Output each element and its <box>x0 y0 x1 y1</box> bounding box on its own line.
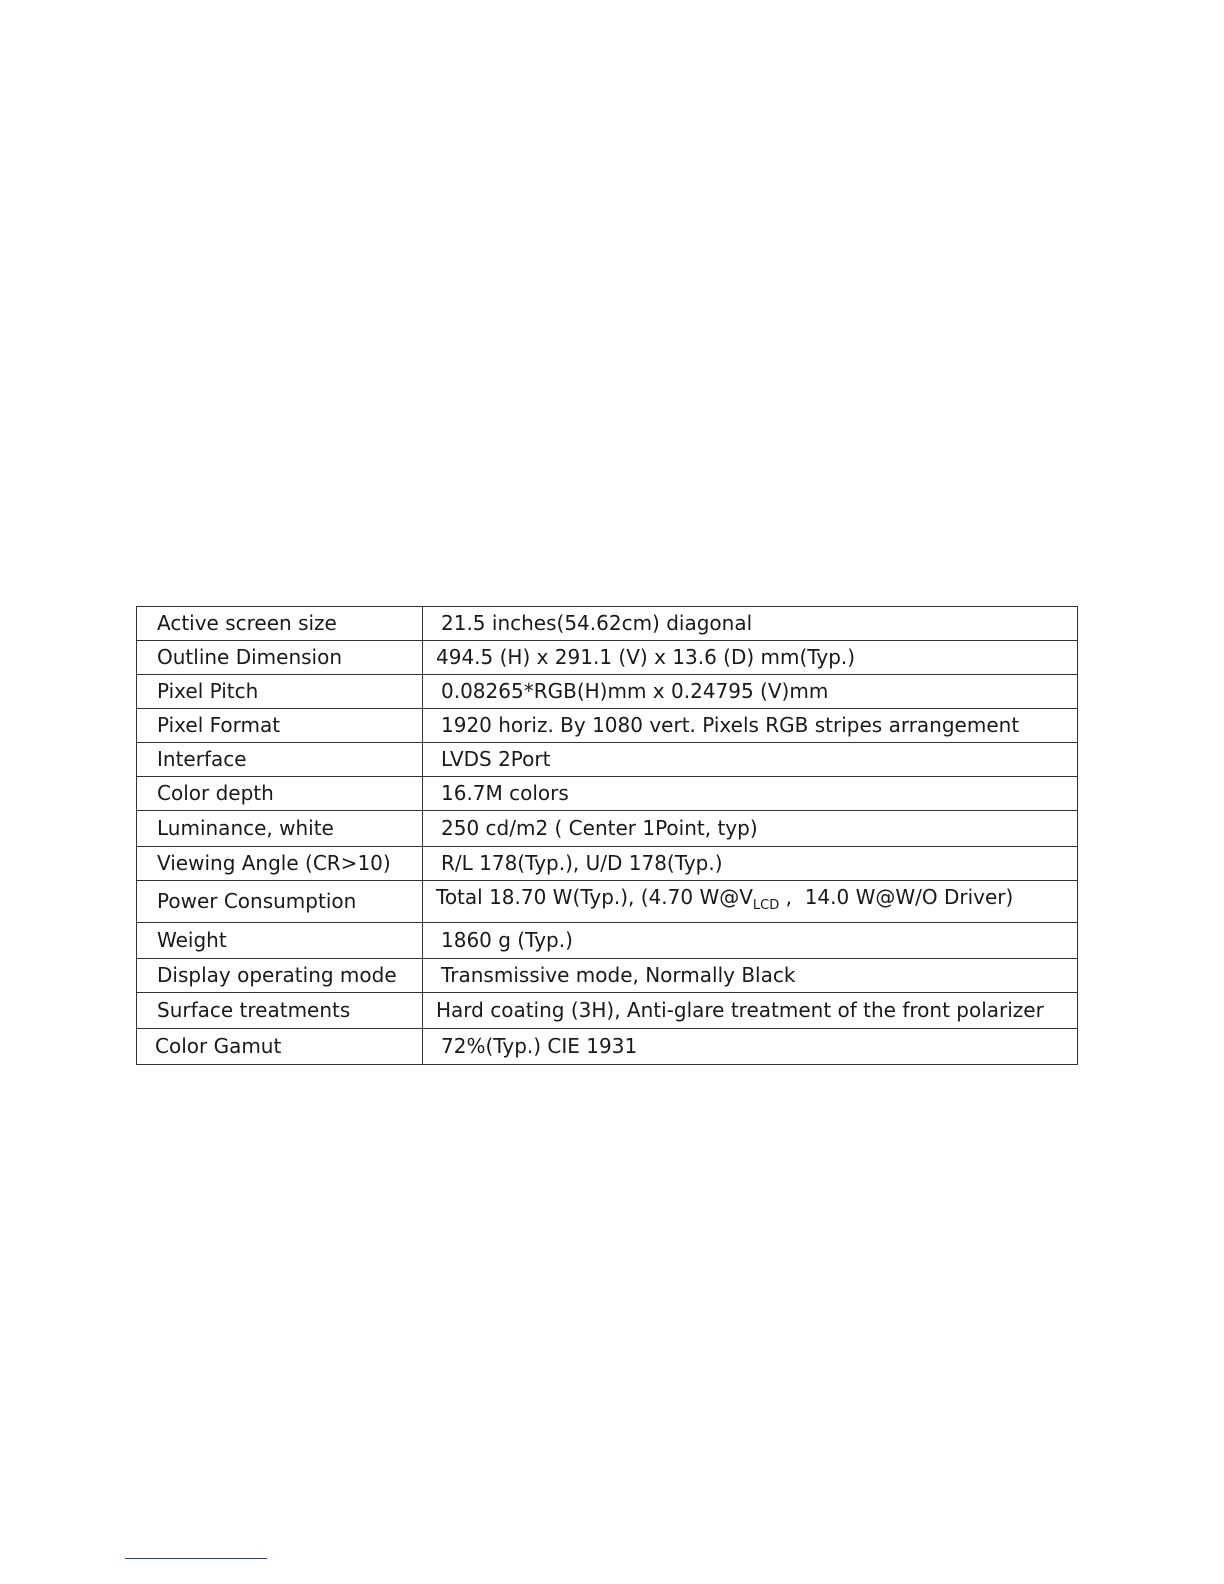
table-row <box>137 847 1078 881</box>
table-row <box>137 923 1078 959</box>
table-row <box>137 811 1078 847</box>
table-row <box>137 641 1078 675</box>
spec-value: 0.08265*RGB(H)mm x 0.24795 (V)mm <box>423 675 1078 709</box>
table-row <box>137 777 1078 811</box>
spec-label: Outline Dimension <box>137 641 423 675</box>
table-row <box>137 993 1078 1029</box>
spec-value: 16.7M colors <box>423 777 1078 811</box>
table-row <box>137 607 1078 641</box>
spec-label: Pixel Pitch <box>137 675 423 709</box>
spec-value <box>423 881 1078 923</box>
spec-value: 72%(Typ.) CIE 1931 <box>423 1029 1078 1065</box>
spec-value: Transmissive mode, Normally Black <box>423 959 1078 993</box>
spec-label: Weight <box>137 923 423 959</box>
power-value-main: Total 18.70 W(Typ.), (4.70 W@V <box>436 885 753 909</box>
spec-label: Interface <box>137 743 423 777</box>
power-value-subscript: LCD <box>752 898 780 913</box>
spec-label: Surface treatments <box>137 993 423 1029</box>
spec-label: Viewing Angle (CR>10) <box>137 847 423 881</box>
spec-value: 250 cd/m2 ( Center 1Point, typ) <box>423 811 1078 847</box>
spec-value: Hard coating (3H), Anti-glare treatment of the front polarizer <box>423 993 1078 1029</box>
spec-value: 1860 g (Typ.) <box>423 923 1078 959</box>
spec-value: 21.5 inches(54.62cm) diagonal <box>423 607 1078 641</box>
power-value-tail: , 14.0 W@W/O Driver) <box>779 885 1014 909</box>
spec-label: Color depth <box>137 777 423 811</box>
spec-label: Pixel Format <box>137 709 423 743</box>
spec-label: Power Consumption <box>137 881 423 923</box>
spec-label: Luminance, white <box>137 811 423 847</box>
footnote-separator <box>125 1558 267 1559</box>
table-row <box>137 881 1078 923</box>
table-row <box>137 675 1078 709</box>
spec-label: Active screen size <box>137 607 423 641</box>
table-row <box>137 959 1078 993</box>
spec-value: 494.5 (H) x 291.1 (V) x 13.6 (D) mm(Typ.) <box>423 641 1078 675</box>
spec-value: R/L 178(Typ.), U/D 178(Typ.) <box>423 847 1078 881</box>
spec-value: LVDS 2Port <box>423 743 1078 777</box>
table-row <box>137 1029 1078 1065</box>
spec-label: Color Gamut <box>137 1029 423 1065</box>
table-row <box>137 709 1078 743</box>
spec-table <box>136 606 1078 1065</box>
table-row <box>137 743 1078 777</box>
spec-label: Display operating mode <box>137 959 423 993</box>
spec-value: 1920 horiz. By 1080 vert. Pixels RGB stripes arrangement <box>423 709 1078 743</box>
